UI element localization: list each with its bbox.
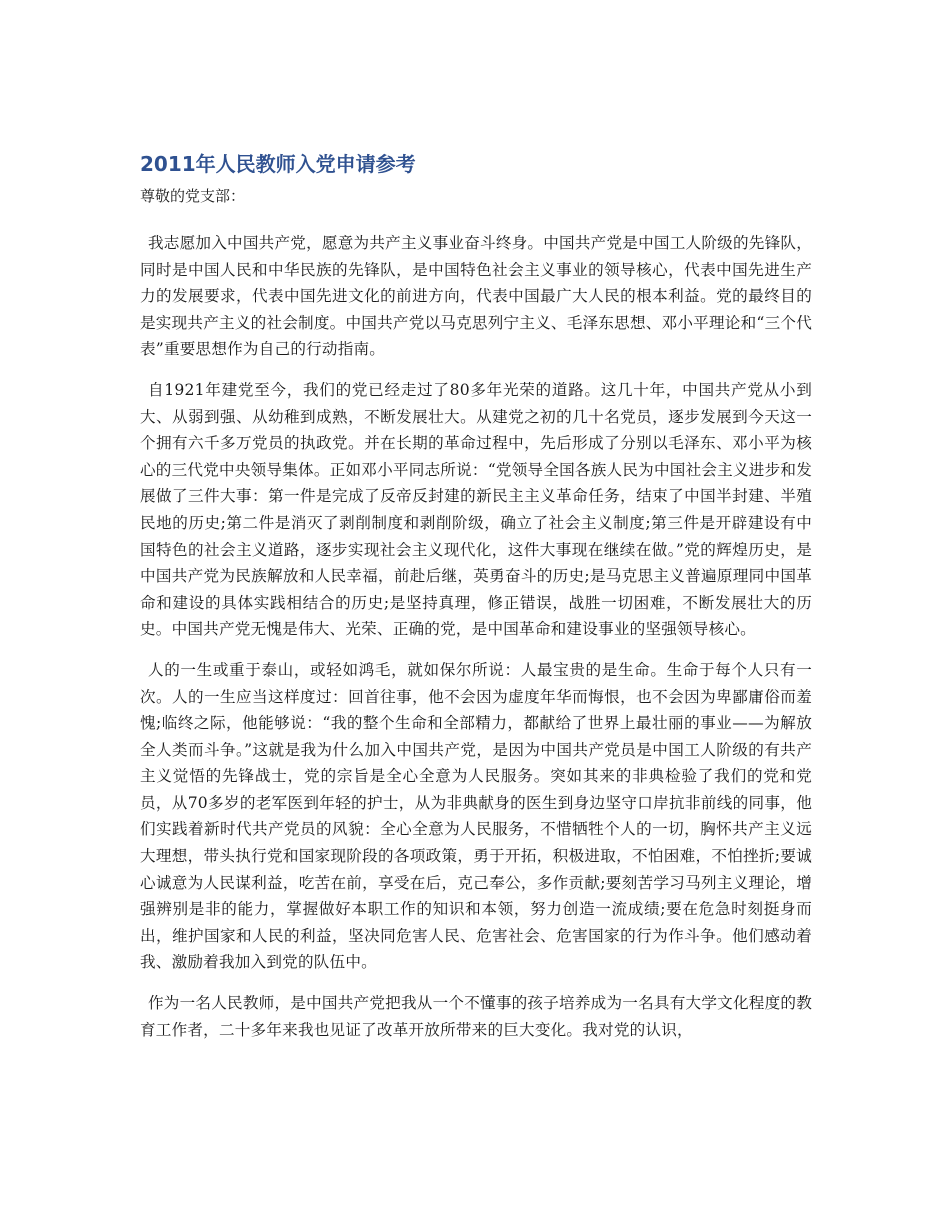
paragraph-4: 作为一名人民教师，是中国共产党把我从一个不懂事的孩子培养成为一名具有大学文化程度的教育工作者，二十多年来我也见证了改革开放所带来的巨大变化。我对党的认识，	[140, 994, 812, 1039]
paragraph-2: 自1921年建党至今，我们的党已经走过了80多年光荣的道路。这几十年，中国共产党从小到大、从弱到强、从幼稚到成熟，不断发展壮大。从建党之初的几十名党员，逐步发展到今天这一个拥有六千多万党员的执政党。并在长期的革命过程中，先后形成了分别以毛泽东、邓小平为核心的三代党中央领导集体。正如邓小平同志所说：“党领导全国各族人民为中国社会主义进步和发展做了三件大事：第一件是完成了反帝反封建的新民主主义革命任务，结束了中国半封建、半殖民地的历史;第二件是消灭了剥削制度和剥削阶级，确立了社会主义制度;第三件是开辟建设有中国特色的社会主义道路，逐步实现社会主义现代化，这件大事现在继续在做。”党的辉煌历史，是中国共产党为民族解放和人民幸福，前赴后继，英勇奋斗的历史;是马克思主义普遍原理同中国革命和建设的具体实践相结合的历史;是坚持真理，修正错误，战胜一切困难，不断发展壮大的历史。中国共产党无愧是伟大、光荣、正确的党，是中国革命和建设事业的坚强领导核心。	[140, 380, 812, 639]
salutation: 尊敬的党支部：	[140, 187, 246, 205]
paragraph-1: 我志愿加入中国共产党，愿意为共产主义事业奋斗终身。中国共产党是中国工人阶级的先锋队，同时是中国人民和中华民族的先锋队，是中国特色社会主义事业的领导核心，代表中国先进生产力的发展要求，代表中国先进文化的前进方向，代表中国最广大人民的根本利益。党的最终目的是实现共产主义的社会制度。中国共产党以马克思列宁主义、毛泽东思想、邓小平理论和“三个代表”重要思想作为自己的行动指南。	[140, 234, 812, 359]
document-title: 2011年人民教师入党申请参考	[140, 152, 416, 176]
document-page	[140, 150, 812, 1057]
paragraph-3: 人的一生或重于泰山，或轻如鸿毛，就如保尔所说：人最宝贵的是生命。生命于每个人只有一次。人的一生应当这样度过：回首往事，他不会因为虚度年华而悔恨，也不会因为卑鄙庸俗而羞愧;临终之际，他能够说：“我的整个生命和全部精力，都献给了世界上最壮丽的事业——为解放全人类而斗争。”这就是我为什么加入中国共产党，是因为中国共产党员是中国工人阶级的有共产主义觉悟的先锋战士，党的宗旨是全心全意为人民服务。突如其来的非典检验了我们的党和党员，从70多岁的老军医到年轻的护士，从为非典献身的医生到身边坚守口岸抗非前线的同事，他们实践着新时代共产党员的风貌：全心全意为人民服务，不惜牺牲个人的一切，胸怀共产主义远大理想，带头执行党和国家现阶段的各项政策，勇于开拓，积极进取，不怕困难，不怕挫折;要诚心诚意为人民谋利益，吃苦在前，享受在后，克己奉公，多作贡献;要刻苦学习马列主义理论，增强辨别是非的能力，掌握做好本职工作的知识和本领，努力创造一流成绩;要在危急时刻挺身而出，维护国家和人民的利益，坚决同危害人民、危害社会、危害国家的行为作斗争。他们感动着我、激励着我加入到党的队伍中。	[140, 660, 812, 972]
